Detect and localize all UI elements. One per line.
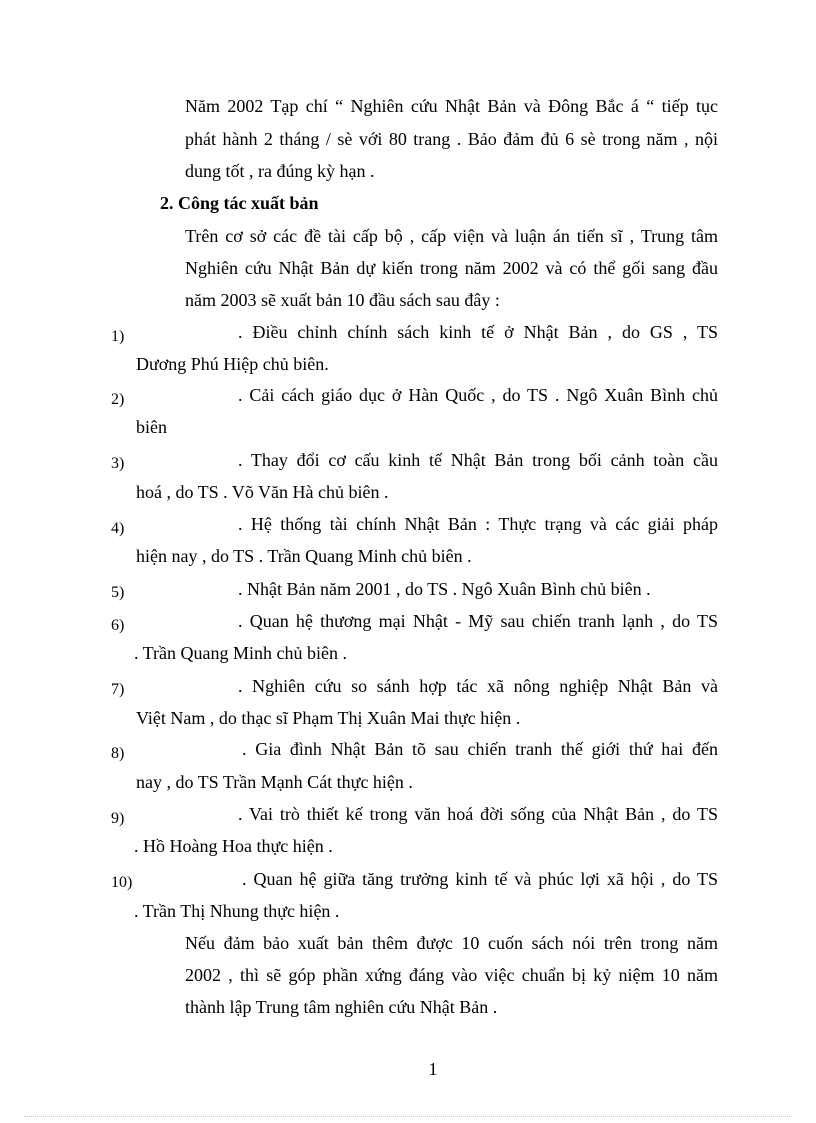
list-item-credit: hoá , do TS . Võ Văn Hà chủ biên . [136,482,389,502]
list-item-title: . Cải cách giáo dục ở Hàn Quốc , do TS . Ngô Xuân Bình chủ [238,385,718,405]
list-item-title: . Hệ thống tài chính Nhật Bản : Thực trạng và các giải pháp [238,514,718,534]
list-item-title: . Nghiên cứu so sánh hợp tác xã nông nghiệp Nhật Bản và [238,676,718,696]
footer-divider [24,1116,792,1117]
list-item-credit: . Trần Thị Nhung thực hiện . [134,901,340,921]
list-item-title: . Vai trò thiết kế trong văn hoá đời sống của Nhật Bản , do TS [238,804,718,824]
list-item-number: 8) [111,745,125,762]
list-item-number: 2) [111,391,125,408]
intro-line-1: Năm 2002 Tạp chí “ Nghiên cứu Nhật Bản và Đông Bắc á “ tiếp tục [185,96,718,116]
list-item-credit: nay , do TS Trần Mạnh Cát thực hiện . [136,772,413,792]
list-item-number: 7) [111,681,125,698]
list-item-credit: hiện nay , do TS . Trần Quang Minh chủ biên . [136,546,472,566]
conclusion-line-2: 2002 , thì sẽ góp phần xứng đáng vào việc chuẩn bị kỷ niệm 10 năm [185,965,718,985]
list-item-number: 1) [111,328,125,345]
list-item-number: 10) [111,874,133,891]
page-number: 1 [428,1059,438,1079]
section-line-1: Trên cơ sở các đề tài cấp bộ , cấp viện và luận án tiến sĩ , Trung tâm [185,226,718,246]
list-item-credit: biên [136,417,167,437]
list-item-credit: . Trần Quang Minh chủ biên . [134,643,347,663]
conclusion-line-1: Nếu đảm bảo xuất bản thêm được 10 cuốn sách nói trên trong năm [185,933,718,953]
section-heading: 2. Công tác xuất bản [160,193,319,213]
list-item-number: 4) [111,520,125,537]
list-item-title: . Gia đình Nhật Bản tõ sau chiến tranh thế giới thứ hai đến [242,739,718,759]
section-line-2: Nghiên cứu Nhật Bản dự kiến trong năm 2002 và có thể gối sang đầu [185,258,718,278]
list-item-number: 6) [111,617,125,634]
list-item-number: 3) [111,455,125,472]
list-item-title: . Quan hệ thương mại Nhật - Mỹ sau chiến tranh lạnh , do TS [238,611,718,631]
list-item-credit: . Hồ Hoàng Hoa thực hiện . [134,836,333,856]
section-line-3: năm 2003 sẽ xuất bản 10 đầu sách sau đây : [185,290,500,310]
conclusion-line-3: thành lập Trung tâm nghiên cứu Nhật Bản . [185,997,498,1017]
intro-line-3: dung tốt , ra đúng kỳ hạn . [185,161,375,181]
list-item-number: 5) [111,584,125,601]
intro-line-2: phát hành 2 tháng / sè với 80 trang . Bảo đảm đủ 6 sè trong năm , nội [185,129,718,149]
list-item-title: . Quan hệ giữa tăng trưởng kinh tế và phúc lợi xã hội , do TS [242,869,718,889]
list-item-title: . Thay đổi cơ cấu kinh tế Nhật Bản trong bối cảnh toàn cầu [238,450,718,470]
list-item-credit: Dương Phú Hiệp chủ biên. [136,354,329,374]
list-item-title: . Điều chỉnh chính sách kinh tế ở Nhật Bản , do GS , TS [238,322,718,342]
list-item-title: . Nhật Bản năm 2001 , do TS . Ngô Xuân Bình chủ biên . [238,579,651,599]
list-item-credit: Việt Nam , do thạc sĩ Phạm Thị Xuân Mai thực hiện . [136,708,521,728]
list-item-number: 9) [111,810,125,827]
